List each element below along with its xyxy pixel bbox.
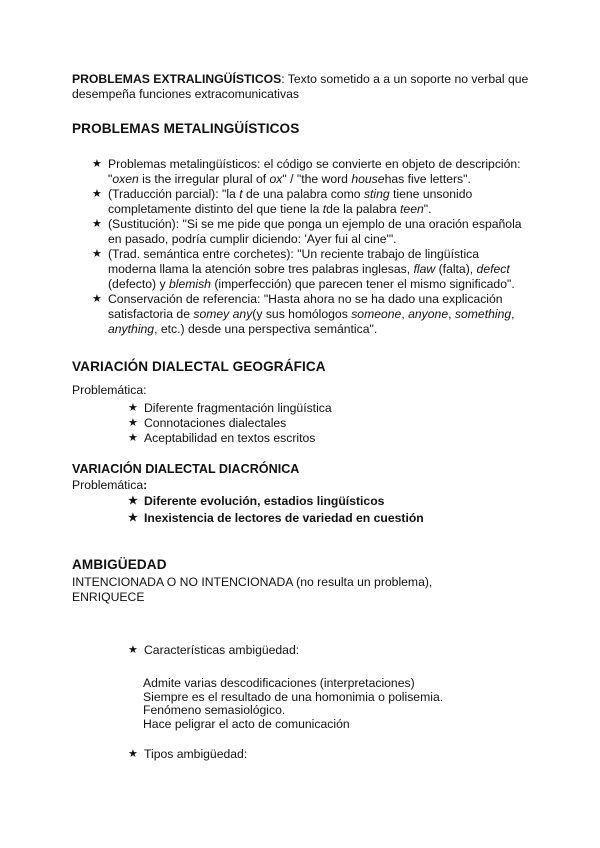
characteristic-item: Fenómeno semasiológico. [143, 703, 286, 717]
star-bullet-icon: ★ [92, 248, 102, 260]
characteristic-item: Siempre es el resultado de una homonimia o polisemia. [143, 689, 444, 704]
star-bullet-icon: ★ [92, 293, 102, 305]
extralinguistic-text-1: : Texto sometido a a un soporte no verbal que [281, 72, 529, 86]
item-text: (defecto) y blemish (imperfección) que parecen tener el mismo significado". [108, 277, 515, 291]
item-text: en pasado, podría cumplir diciendo: 'Ayer fui al cine'". [108, 232, 397, 246]
item-text: moderna llama la atención sobre tres palabras inglesas, flaw (falta), defect [108, 262, 510, 276]
types-section [128, 747, 528, 762]
list-item: ★ Tipos ambigüedad: [128, 747, 248, 761]
item-text: (Sustitución): "Si se me pide que ponga un ejemplo de una oración española [108, 217, 522, 231]
star-bullet-icon: ★ [92, 158, 102, 170]
star-bullet-icon: ★ [128, 748, 138, 760]
item-text: completamente distinto del que tiene la tde la palabra teen". [108, 202, 432, 216]
star-bullet-icon: ★ [128, 417, 138, 429]
list-item [92, 157, 552, 187]
metalinguistic-list [92, 157, 552, 337]
list-item: ★ Inexistencia de lectores de variedad en cuestión [128, 511, 424, 525]
item-text: (Traducción parcial): "la t de una palabra como sting tiene unsonido [108, 187, 473, 201]
list-item [92, 217, 552, 247]
ambiguity-heading: AMBIGÜEDAD [72, 557, 167, 572]
list-item: ★ Connotaciones dialectales [128, 416, 287, 430]
geographic-label: Problemática: [72, 383, 147, 397]
diachronic-label: Problemática: [72, 478, 148, 492]
list-item [92, 247, 552, 292]
item-text: Conservación de referencia: "Hasta ahora no se ha dado una explicación [108, 292, 503, 306]
list-item [92, 292, 552, 337]
item-text: satisfactoria de somey any(y sus homólogos someone, anyone, something, [108, 307, 515, 321]
extralinguistic-paragraph [72, 72, 542, 102]
list-item: ★ Diferente evolución, estadios lingüísticos [128, 494, 385, 508]
item-text: (Trad. semántica entre corchetes): "Un reciente trabajo de lingüística [108, 247, 480, 261]
star-bullet-icon: ★ [128, 432, 138, 444]
list-item: ★ Aceptabilidad en textos escritos [128, 431, 316, 445]
list-item: ★ Diferente fragmentación lingüística [128, 401, 332, 415]
geographic-heading: VARIACIÓN DIALECTAL GEOGRÁFICA [72, 359, 326, 374]
item-text: anything, etc.) desde una perspectiva semántica". [108, 322, 378, 336]
item-text: Problemas metalingüísticos: el código se convierte en objeto de descripción: [108, 157, 521, 171]
diachronic-heading: VARIACIÓN DIALECTAL DIACRÓNICA [72, 462, 300, 476]
star-bullet-icon: ★ [92, 218, 102, 230]
star-bullet-icon: ★ [128, 402, 138, 414]
characteristics-list [143, 677, 543, 731]
item-text: "oxen is the irregular plural of ox" / "the word househas five letters". [108, 172, 471, 186]
characteristic-item: Admite varias descodificaciones (interpretaciones) [143, 676, 415, 690]
extralinguistic-heading: PROBLEMAS EXTRALINGÜÍSTICOS [72, 72, 282, 86]
characteristic-item: Hace peligrar el acto de comunicación [143, 716, 350, 731]
list-item: ★ Características ambigüedad: [128, 643, 300, 657]
list-item [92, 187, 552, 217]
star-bullet-icon: ★ [128, 644, 138, 656]
extralinguistic-text-2: desempeña funciones extracomunicativas [72, 87, 299, 101]
star-bullet-icon: ★ [128, 495, 138, 507]
geographic-list [128, 401, 528, 446]
star-bullet-icon: ★ [128, 512, 138, 524]
metalinguistic-heading: PROBLEMAS METALINGÜÍSTICOS [72, 121, 300, 136]
characteristics-section [128, 643, 528, 658]
ambiguity-text: INTENCIONADA O NO INTENCIONADA (no resulta un problema), ENRIQUECE [72, 575, 433, 604]
diachronic-list [128, 493, 548, 527]
star-bullet-icon: ★ [92, 188, 102, 200]
